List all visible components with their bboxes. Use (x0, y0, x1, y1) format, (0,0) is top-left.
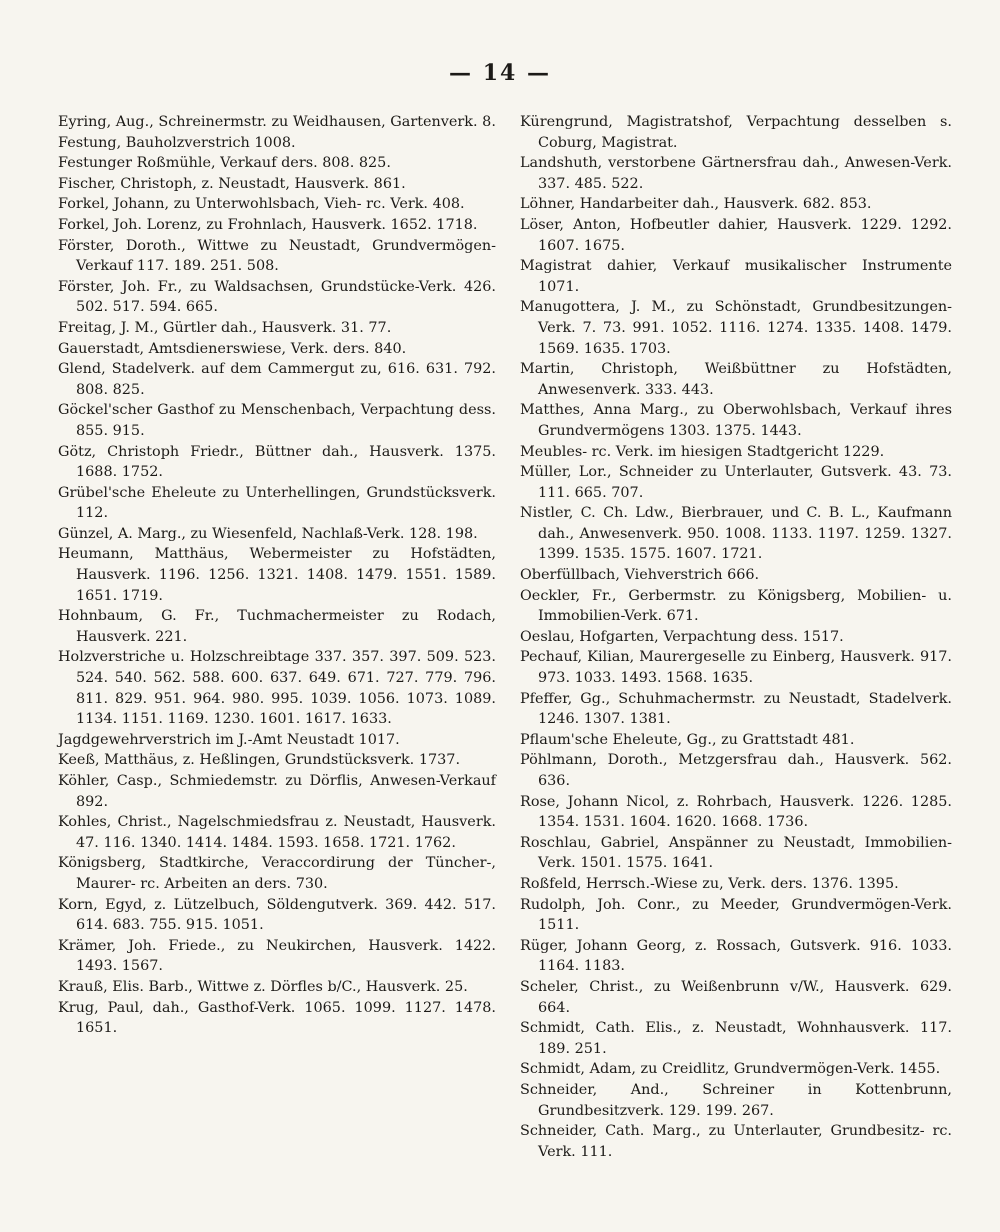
index-entry: Roßfeld, Herrsch.-Wiese zu, Verk. ders. 1376. 1395. (520, 875, 899, 892)
index-entry: Schneider, Cath. Marg., zu Unterlauter, Grundbesitz- rc. Verk. 111. (520, 1123, 952, 1160)
index-entry: Matthes, Anna Marg., zu Oberwohlsbach, Verkauf ihres Grundvermögens 1303. 1375. 1443. (520, 402, 952, 439)
index-entry: Schmidt, Adam, zu Creidlitz, Grundvermögen-Verk. 1455. (520, 1061, 941, 1078)
index-entry: Kohles, Christ., Nagelschmiedsfrau z. Neustadt, Hausverk. 47. 116. 1340. 1414. 1484. 1593. 1658. 1721. 1762. (58, 814, 496, 851)
index-entry: Glend, Stadelverk. auf dem Cammergut zu, 616. 631. 792. 808. 825. (58, 361, 496, 398)
index-entry: Holzverstriche u. Holzschreibtage 337. 357. 397. 509. 523. 524. 540. 562. 588. 600. 637. 649. 671. 727. 779. 796. 811. 829. 951. 964. 980. 995. 1039. 1056. 1073. 1089. 1134. 1151. 1169. 1230. 1601. 1617. 1633. (58, 649, 496, 728)
index-entry: Jagdgewehrverstrich im J.-Amt Neustadt 1017. (58, 731, 400, 748)
index-entry: Oberfüllbach, Viehverstrich 666. (520, 567, 760, 584)
index-entry: Martin, Christoph, Weißbüttner zu Hofstädten, Anwesenverk. 333. 443. (520, 361, 952, 398)
index-entry: Krauß, Elis. Barb., Wittwe z. Dörfles b/C., Hausverk. 25. (58, 978, 468, 995)
index-entry: Schmidt, Cath. Elis., z. Neustadt, Wohnhausverk. 117. 189. 251. (520, 1020, 952, 1057)
index-entry: Fischer, Christoph, z. Neustadt, Hausverk. 861. (58, 175, 406, 192)
page-number: — 14 — (449, 60, 551, 86)
index-entry: Roschlau, Gabriel, Anspänner zu Neustadt, Immobilien-Verk. 1501. 1575. 1641. (520, 834, 952, 872)
index-entry: Korn, Egyd, z. Lützelbuch, Söldengutverk. 369. 442. 517. 614. 683. 755. 915. 1051. (58, 896, 496, 934)
left-column (58, 112, 496, 1039)
index-entry: Müller, Lor., Schneider zu Unterlauter, Gutsverk. 43. 73. 111. 665. 707. (520, 464, 952, 501)
index-entry: Krug, Paul, dah., Gasthof-Verk. 1065. 1099. 1127. 1478. 1651. (58, 999, 496, 1037)
index-entry: Landshuth, verstorbene Gärtnersfrau dah., Anwesen-Verk. 337. 485. 522. (520, 155, 952, 192)
index-entry: Pflaum'sche Eheleute, Gg., zu Grattstadt 481. (520, 731, 855, 748)
index-entry: Nistler, C. Ch. Ldw., Bierbrauer, und C. B. L., Kaufmann dah., Anwesenverk. 950. 1008. 1133. 1197. 1259. 1327. 1399. 1535. 1575. 1607. 1721. (520, 505, 952, 563)
index-entry: Oeckler, Fr., Gerbermstr. zu Königsberg, Mobilien- u. Immobilien-Verk. 671. (520, 587, 952, 625)
index-entry: Förster, Doroth., Wittwe zu Neustadt, Grundvermögen-Verkauf 117. 189. 251. 508. (58, 237, 496, 275)
index-entry: Forkel, Joh. Lorenz, zu Frohnlach, Hausverk. 1652. 1718. (58, 216, 478, 233)
index-entry: Pöhlmann, Doroth., Metzgersfrau dah., Hausverk. 562. 636. (520, 752, 952, 789)
index-entry: Krämer, Joh. Friede., zu Neukirchen, Hausverk. 1422. 1493. 1567. (58, 937, 496, 975)
index-entry: Gauerstadt, Amtsdienerswiese, Verk. ders. 840. (58, 340, 407, 357)
index-entry: Pechauf, Kilian, Maurergeselle zu Einberg, Hausverk. 917. 973. 1033. 1493. 1568. 1635. (520, 649, 952, 687)
index-entry: Freitag, J. M., Gürtler dah., Hausverk. 31. 77. (58, 319, 392, 336)
index-entry: Löser, Anton, Hofbeutler dahier, Hausverk. 1229. 1292. 1607. 1675. (520, 216, 952, 254)
index-entry: Oeslau, Hofgarten, Verpachtung dess. 1517. (520, 628, 844, 645)
index-entry: Götz, Christoph Friedr., Büttner dah., Hausverk. 1375. 1688. 1752. (58, 443, 496, 481)
index-entry: Heumann, Matthäus, Webermeister zu Hofstädten, Hausverk. 1196. 1256. 1321. 1408. 1479. 1551. 1589. 1651. 1719. (58, 546, 496, 604)
index-entry: Meubles- rc. Verk. im hiesigen Stadtgericht 1229. (520, 443, 885, 460)
index-entry: Rudolph, Joh. Conr., zu Meeder, Grundvermögen-Verk. 1511. (520, 896, 952, 934)
index-entry: Keeß, Matthäus, z. Heßlingen, Grundstücksverk. 1737. (58, 752, 461, 769)
index-entry: Pfeffer, Gg., Schuhmachermstr. zu Neustadt, Stadelverk. 1246. 1307. 1381. (520, 690, 952, 728)
index-entry: Förster, Joh. Fr., zu Waldsachsen, Grundstücke-Verk. 426. 502. 517. 594. 665. (58, 278, 496, 316)
index-entry: Grübel'sche Eheleute zu Unterhellingen, Grundstücksverk. 112. (58, 484, 496, 522)
index-entry: Kürengrund, Magistratshof, Verpachtung desselben s. Coburg, Magistrat. (520, 114, 952, 151)
index-entry: Hohnbaum, G. Fr., Tuchmachermeister zu Rodach, Hausverk. 221. (58, 608, 496, 645)
index-entry: Festung, Bauholzverstrich 1008. (58, 134, 296, 151)
index-entry: Scheler, Christ., zu Weißenbrunn v/W., Hausverk. 629. 664. (520, 978, 952, 1016)
index-entry: Köhler, Casp., Schmiedemstr. zu Dörflis, Anwesen-Verkauf 892. (58, 773, 496, 810)
right-column (520, 112, 952, 1162)
index-entry: Göckel'scher Gasthof zu Menschenbach, Verpachtung dess. 855. 915. (58, 402, 496, 439)
index-entry: Günzel, A. Marg., zu Wiesenfeld, Nachlaß-Verk. 128. 198. (58, 525, 478, 542)
index-entry: Schneider, And., Schreiner in Kottenbrunn, Grundbesitzverk. 129. 199. 267. (520, 1081, 952, 1119)
index-entry: Rose, Johann Nicol, z. Rohrbach, Hausverk. 1226. 1285. 1354. 1531. 1604. 1620. 1668. 1736. (520, 793, 952, 831)
index-entry: Magistrat dahier, Verkauf musikalischer Instrumente 1071. (520, 258, 952, 295)
index-entry: Festunger Roßmühle, Verkauf ders. 808. 825. (58, 155, 391, 172)
index-entry: Forkel, Johann, zu Unterwohlsbach, Vieh- rc. Verk. 408. (58, 196, 465, 213)
index-entry: Manugottera, J. M., zu Schönstadt, Grundbesitzungen-Verk. 7. 73. 991. 1052. 1116. 1274. 1335. 1408. 1479. 1569. 1635. 1703. (520, 299, 952, 357)
index-entry: Rüger, Johann Georg, z. Rossach, Gutsverk. 916. 1033. 1164. 1183. (520, 937, 952, 975)
index-entry: Eyring, Aug., Schreinermstr. zu Weidhausen, Gartenverk. 8. (58, 114, 496, 130)
index-entry: Löhner, Handarbeiter dah., Hausverk. 682. 853. (520, 196, 872, 213)
index-entry: Königsberg, Stadtkirche, Veraccordirung der Tüncher-, Maurer- rc. Arbeiten an ders. 730. (58, 855, 496, 892)
